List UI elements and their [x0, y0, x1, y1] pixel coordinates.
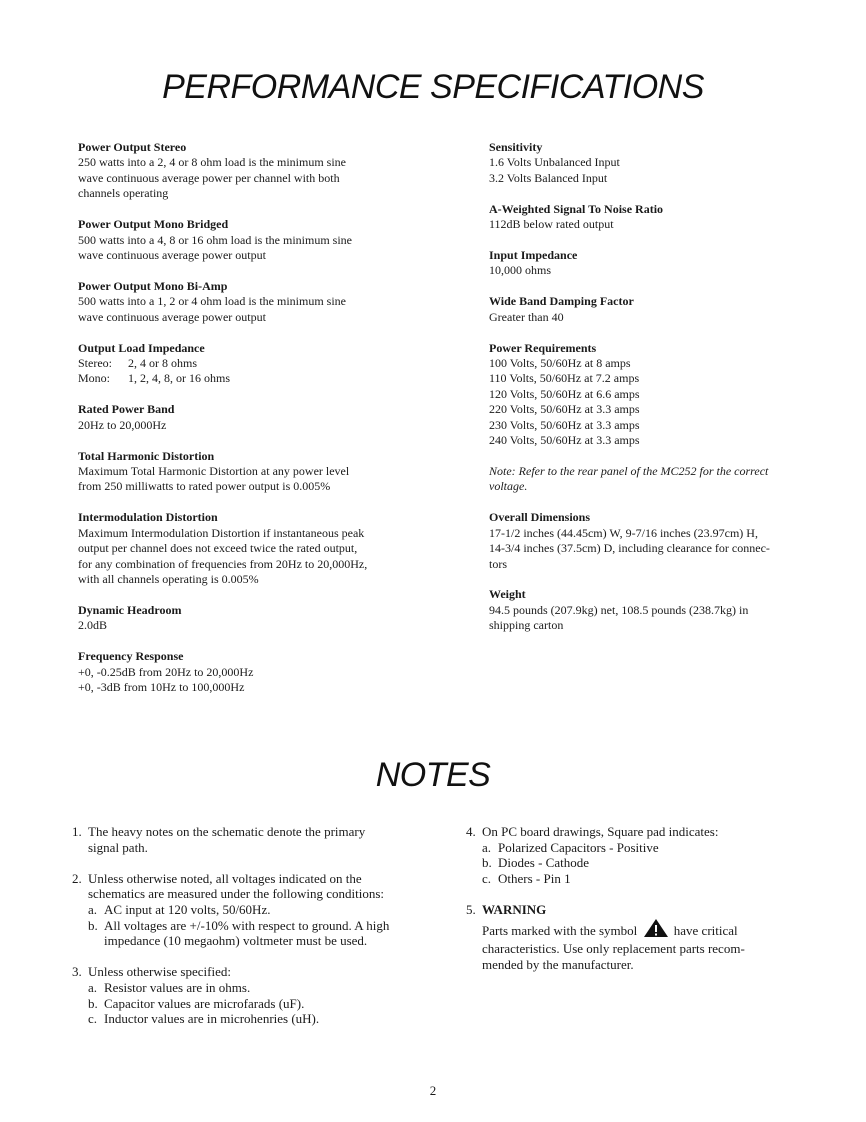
specs-right-column — [489, 140, 789, 649]
spec-heading: Power Output Mono Bridged — [78, 217, 229, 232]
note-text: signal path. — [88, 839, 148, 855]
note-sub-item — [88, 1011, 442, 1027]
note-sub-item — [482, 855, 796, 871]
note-text: Unless otherwise noted, all voltages indicated on the — [88, 870, 362, 886]
spec-block — [489, 510, 789, 572]
spec-heading: Power Output Stereo — [78, 140, 187, 154]
spec-heading: Power Output Mono Bi-Amp — [78, 278, 228, 293]
notes-left-column — [72, 824, 442, 1042]
note-sub-text: Resistor values are in ohms. — [104, 979, 251, 995]
spec-block — [78, 402, 408, 433]
note-item — [72, 871, 442, 949]
spec-line: channels operating — [78, 186, 169, 201]
spec-line: wave continuous average power output — [78, 309, 266, 324]
note-sub-text: Inductor values are in microhenries (uH). — [104, 1011, 320, 1027]
notes-right-column — [466, 824, 796, 988]
spec-key: Stereo: — [78, 355, 112, 370]
spec-line: 240 Volts, 50/60Hz at 3.3 amps — [489, 433, 640, 448]
spec-line: 110 Volts, 50/60Hz at 7.2 amps — [489, 371, 640, 386]
spec-block — [489, 294, 789, 325]
spec-block — [489, 248, 789, 279]
note-sub-text: Diodes - Cathode — [498, 855, 589, 871]
warning-text: mended by the manufacturer. — [482, 956, 634, 972]
spec-line: 500 watts into a 4, 8 or 16 ohm load is the minimum sine — [78, 232, 352, 247]
spec-line: from 250 milliwatts to rated power output is 0.005% — [78, 479, 331, 494]
spec-kv-row — [78, 356, 408, 371]
note-number: 2. — [72, 870, 82, 886]
note-text: The heavy notes on the schematic denote the primary — [88, 824, 366, 839]
note-sub-item — [88, 902, 442, 918]
spec-line: +0, -3dB from 10Hz to 100,000Hz — [78, 679, 245, 694]
spec-line: 14-3/4 inches (37.5cm) D, including clearance for connec- — [489, 541, 770, 556]
spec-line: 10,000 ohms — [489, 263, 552, 278]
note-item — [72, 964, 442, 1026]
note-sub-letter: c. — [482, 870, 492, 886]
spec-line: Note: Refer to the rear panel of the MC252 for the correct — [489, 464, 769, 478]
spec-value: 2, 4 or 8 ohms — [128, 355, 197, 370]
spec-line: tors — [489, 556, 507, 571]
spec-block — [489, 464, 789, 495]
spec-kv-row — [78, 371, 408, 386]
spec-heading: Rated Power Band — [78, 402, 175, 417]
spec-line: Maximum Intermodulation Distortion if instantaneous peak — [78, 525, 365, 540]
spec-line: 3.2 Volts Balanced Input — [489, 170, 608, 185]
note-sub-letter: a. — [482, 839, 492, 855]
spec-heading: Total Harmonic Distortion — [78, 448, 215, 463]
spec-line: 2.0dB — [78, 618, 108, 633]
note-sub-text: Capacitor values are microfarads (uF). — [104, 995, 305, 1011]
spec-line: 120 Volts, 50/60Hz at 6.6 amps — [489, 386, 640, 401]
spec-line: output per channel does not exceed twice the rated output, — [78, 541, 358, 556]
spec-heading: Weight — [489, 587, 526, 602]
note-sub-item — [88, 980, 442, 996]
spec-line: 100 Volts, 50/60Hz at 8 amps — [489, 356, 631, 371]
spec-line: shipping carton — [489, 618, 564, 633]
note-item — [466, 824, 796, 886]
spec-heading: Input Impedance — [489, 248, 578, 263]
spec-line: 17-1/2 inches (44.45cm) W, 9-7/16 inches (23.97cm) H, — [489, 525, 758, 540]
spec-block — [78, 603, 408, 634]
spec-block — [78, 341, 408, 387]
spec-heading: Sensitivity — [489, 140, 543, 154]
spec-block — [78, 217, 408, 263]
spec-block — [489, 202, 789, 233]
note-sub-item — [482, 840, 796, 856]
spec-line: wave continuous average power per channel with both — [78, 170, 340, 185]
warning-triangle-icon — [643, 918, 669, 942]
note-number: 3. — [72, 964, 82, 980]
note-sub-letter: b. — [88, 995, 98, 1011]
spec-block — [489, 140, 789, 186]
note-number: 1. — [72, 824, 82, 839]
note-sub-text: Polarized Capacitors - Positive — [498, 839, 659, 855]
spec-line: +0, -0.25dB from 20Hz to 20,000Hz — [78, 664, 254, 679]
note-sub-text: Others - Pin 1 — [498, 870, 571, 886]
spec-key: Mono: — [78, 371, 111, 386]
spec-line: 230 Volts, 50/60Hz at 3.3 amps — [489, 417, 640, 432]
note-sub-item — [88, 918, 442, 949]
spec-line: 500 watts into a 1, 2 or 4 ohm load is the minimum sine — [78, 294, 346, 309]
spec-line: with all channels operating is 0.005% — [78, 571, 259, 586]
spec-heading: A-Weighted Signal To Noise Ratio — [489, 201, 664, 216]
note-sub-item — [88, 996, 442, 1012]
spec-block — [78, 449, 408, 495]
spec-line: 94.5 pounds (207.9kg) net, 108.5 pounds (238.7kg) in — [489, 602, 749, 617]
note-sub-letter: c. — [88, 1011, 98, 1027]
note-number: 5. — [466, 901, 476, 917]
spec-block — [78, 649, 408, 695]
spec-heading: Output Load Impedance — [78, 340, 205, 355]
warning-text: Parts marked with the symbol — [482, 922, 638, 938]
spec-line: 20Hz to 20,000Hz — [78, 417, 167, 432]
page-title: PERFORMANCE SPECIFICATIONS — [162, 68, 704, 106]
warning-text: have critical — [673, 922, 738, 938]
note-sub-letter: b. — [482, 855, 492, 871]
note-sub-text: AC input at 120 volts, 50/60Hz. — [104, 901, 271, 917]
spec-line: Greater than 40 — [489, 309, 564, 324]
note-sub-letter: a. — [88, 979, 98, 995]
note-number: 4. — [466, 824, 476, 839]
spec-line: voltage. — [489, 479, 528, 494]
note-sub-letter: a. — [88, 901, 98, 917]
note-text: schematics are measured under the following conditions: — [88, 886, 385, 902]
spec-block — [78, 510, 408, 587]
note-text: On PC board drawings, Square pad indicates: — [482, 824, 719, 839]
note-sub-letter: b. — [88, 917, 98, 933]
spec-line: 112dB below rated output — [489, 217, 614, 232]
note-sub-text: All voltages are +/-10% with respect to ground. A high impedance (10 megaohm) voltmeter must be used. — [104, 917, 390, 949]
notes-title: NOTES — [375, 756, 491, 794]
spec-heading: Dynamic Headroom — [78, 602, 182, 617]
spec-block — [78, 279, 408, 325]
spec-line: for any combination of frequencies from 20Hz to 20,000Hz, — [78, 556, 368, 571]
spec-line: Maximum Total Harmonic Distortion at any power level — [78, 464, 350, 478]
spec-heading: Overall Dimensions — [489, 510, 590, 525]
warning-heading: WARNING — [482, 901, 547, 917]
spec-line: 220 Volts, 50/60Hz at 3.3 amps — [489, 402, 640, 417]
specs-left-column — [78, 140, 408, 711]
spec-line: 1.6 Volts Unbalanced Input — [489, 155, 620, 170]
spec-heading: Frequency Response — [78, 649, 184, 664]
spec-heading: Intermodulation Distortion — [78, 510, 218, 525]
spec-block — [489, 587, 789, 633]
note-item — [72, 824, 442, 855]
note-item — [466, 902, 796, 972]
spec-line: wave continuous average power output — [78, 247, 266, 262]
page-number: 2 — [429, 1083, 437, 1098]
spec-line: 250 watts into a 2, 4 or 8 ohm load is the minimum sine — [78, 155, 346, 170]
spec-heading: Wide Band Damping Factor — [489, 294, 634, 309]
warning-text: characteristics. Use only replacement parts recom- — [482, 941, 745, 957]
spec-value: 1, 2, 4, 8, or 16 ohms — [128, 371, 230, 386]
spec-block — [489, 341, 789, 449]
spec-block — [78, 140, 408, 202]
note-sub-item — [482, 871, 796, 887]
spec-heading: Power Requirements — [489, 340, 597, 355]
note-text: Unless otherwise specified: — [88, 964, 231, 980]
